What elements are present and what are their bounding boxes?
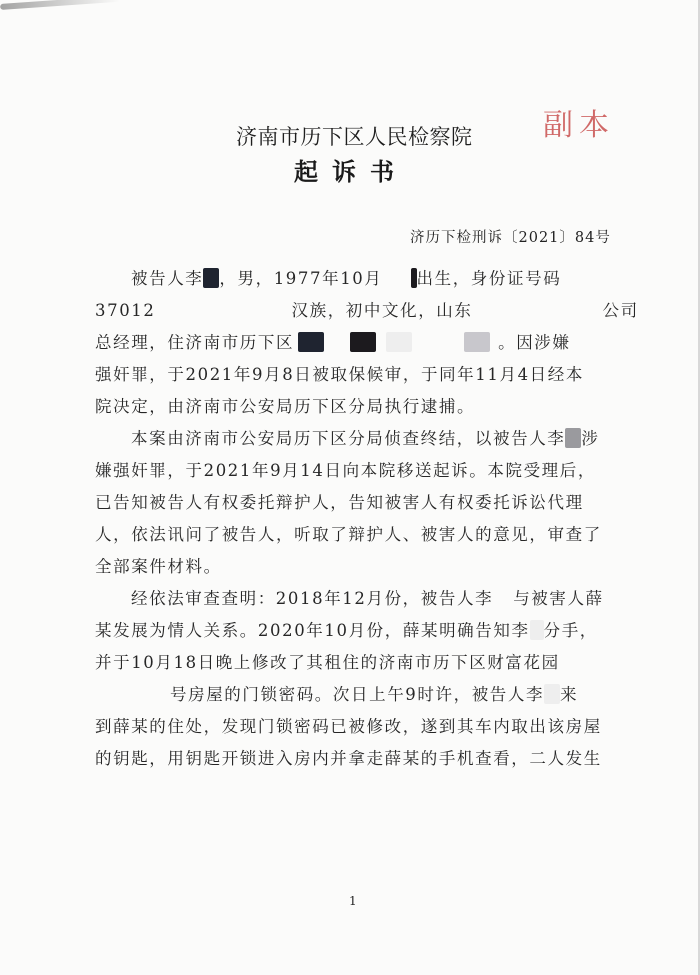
body-line: 嫌强奸罪，于2021年9月14日向本院移送起诉。本院受理后， (95, 461, 596, 480)
body-line: 已告知被告人有权委托辩护人，告知被害人有权委托诉讼代理 (95, 493, 584, 512)
redaction-block (350, 332, 376, 352)
body-line: 并于10月18日晚上修改了其租住的济南市历下区财富花园 (95, 653, 560, 672)
body-line: 号房屋的门锁密码。次日上午9时许，被告人李 来 (170, 685, 579, 704)
body-line: 院决定，由济南市公安局历下区分局执行逮捕。 (95, 397, 476, 416)
body-line: 本案由济南市公安局历下区分局侦查终结，以被告人李 涉 (131, 429, 600, 448)
body-line: 37012 汉族，初中文化，山东 公司 (95, 301, 639, 320)
body-line: 强奸罪，于2021年9月8日被取保候审，于同年11月4日经本 (95, 365, 584, 384)
redaction-block (298, 332, 324, 352)
redaction-block (544, 684, 560, 704)
organization-name: 济南市历下区人民检察院 (236, 125, 473, 149)
copy-stamp: 副本 (543, 108, 615, 143)
paper-fold-shadow (0, 0, 120, 10)
document-number: 济历下检刑诉〔2021〕84号 (410, 230, 611, 246)
body-line: 被告人李 ，男，1977年10月 出生，身份证号码 (131, 269, 562, 288)
document-title: 起诉书 (294, 158, 408, 186)
body-line: 经依法审查查明：2018年12月份，被告人李 与被害人薛 (131, 589, 604, 608)
body-line: 全部案件材料。 (95, 557, 222, 576)
redaction-block (530, 620, 544, 640)
redaction-block (464, 332, 490, 352)
body-line: 的钥匙，用钥匙开锁进入房内并拿走薛某的手机查看，二人发生 (95, 749, 602, 768)
page-number: 1 (349, 894, 357, 908)
body-line: 总经理，住济南市历下区 。因涉嫌 (95, 333, 571, 352)
body-line: 人，依法讯问了被告人，听取了辩护人、被害人的意见，审查了 (95, 525, 602, 544)
body-line: 到薛某的住处，发现门锁密码已被修改，遂到其车内取出该房屋 (95, 717, 602, 736)
body-line: 某发展为情人关系。2020年10月份，薛某明确告知李 分手， (95, 621, 598, 640)
redaction-block (386, 332, 412, 352)
redaction-block (565, 428, 581, 448)
redaction-block (203, 268, 219, 288)
